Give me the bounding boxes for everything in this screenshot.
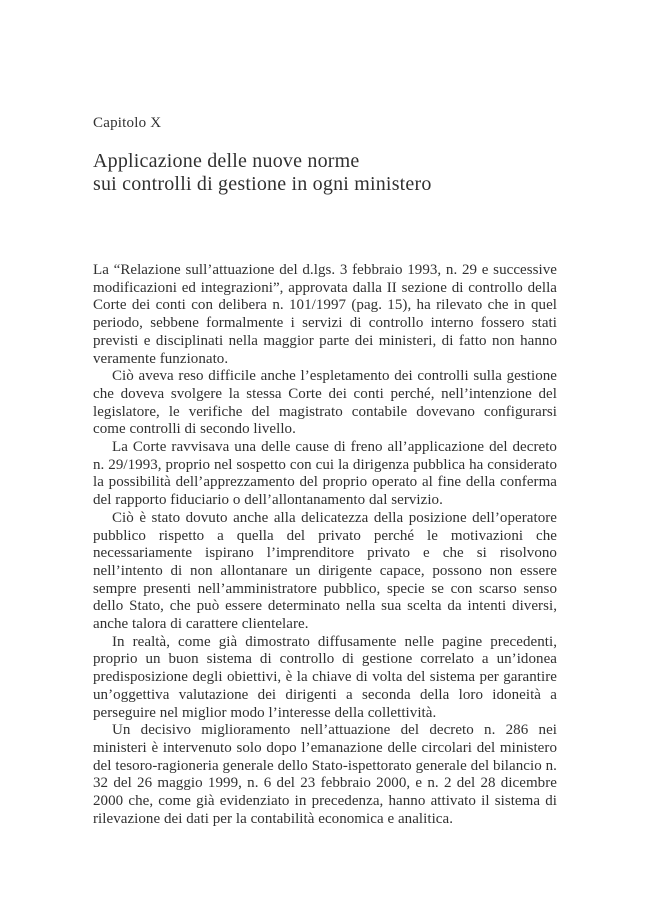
page-title [93,150,432,195]
paragraph: Un decisivo miglioramento nell’attuazione del decreto n. 286 nei ministeri è intervenuto solo dopo l’emanazione delle circolari del ministero del tesoro-ragioneria generale dello Stato-ispettorato generale del bilancio n. 32 del 26 maggio 1999, n. 6 del 23 febbraio 2000, e n. 2 del 28 dicembre 2000 che, come già evidenziato in precedenza, hanno attivato il sistema di rilevazione dei dati per la contabilità economica e analitica. [93,722,557,827]
paragraph: Ciò aveva reso difficile anche l’espletamento dei controlli sulla gestione che doveva svolgere la stessa Corte dei conti perché, nell’intenzione del legislatore, le verifiche del magistrato contabile dovevano configurarsi come controlli di secondo livello. [93,368,557,438]
paragraph: In realtà, come già dimostrato diffusamente nelle pagine precedenti, proprio un buon sistema di controllo di gestione correlato a un’idonea predisposizione degli obiettivi, è la chiave di volta del sistema per garantire un’oggettiva valutazione dei dirigenti a seconda della loro idoneità a perseguire nel miglior modo l’interesse della collettività. [93,633,557,721]
paragraph: La “Relazione sull’attuazione del d.lgs. 3 febbraio 1993, n. 29 e successive modificazioni ed integrazioni”, approvata dalla II sezione di controllo della Corte dei conti con delibera n. 101/1997 (pag. 15), ha rilevato che in quel periodo, sebbene formalmente i servizi di controllo interno fossero stati previsti e disciplinati nella maggior parte dei ministeri, di fatto non hanno veramente funzionato. [93,262,557,367]
page-title-line2: sui controlli di gestione in ogni ministero [93,172,432,195]
body-text [93,262,557,829]
paragraph: La Corte ravvisava una delle cause di freno all’applicazione del decreto n. 29/1993, proprio nel sospetto con cui la dirigenza pubblica ha considerato la possibilità dell’apprezzamento del proprio operato al fine della conferma del rapporto fiduciario o dell’allontanamento dal servizio. [93,439,557,509]
page-title-line1: Applicazione delle nuove norme [93,150,360,172]
paragraph: Ciò è stato dovuto anche alla delicatezza della posizione dell’operatore pubblico rispetto a quella del privato perché le motivazioni che necessariamente ispirano l’imprenditore privato e che si risolvono nell’intento di non allontanare un dirigente capace, possono non essere sempre presenti nell’amministratore pubblico, specie se con scarso senso dello Stato, che può essere determinato nella sua scelta da intenti diversi, anche talora di carattere clientelare. [93,509,557,633]
chapter-label: Capitolo X [93,115,162,131]
